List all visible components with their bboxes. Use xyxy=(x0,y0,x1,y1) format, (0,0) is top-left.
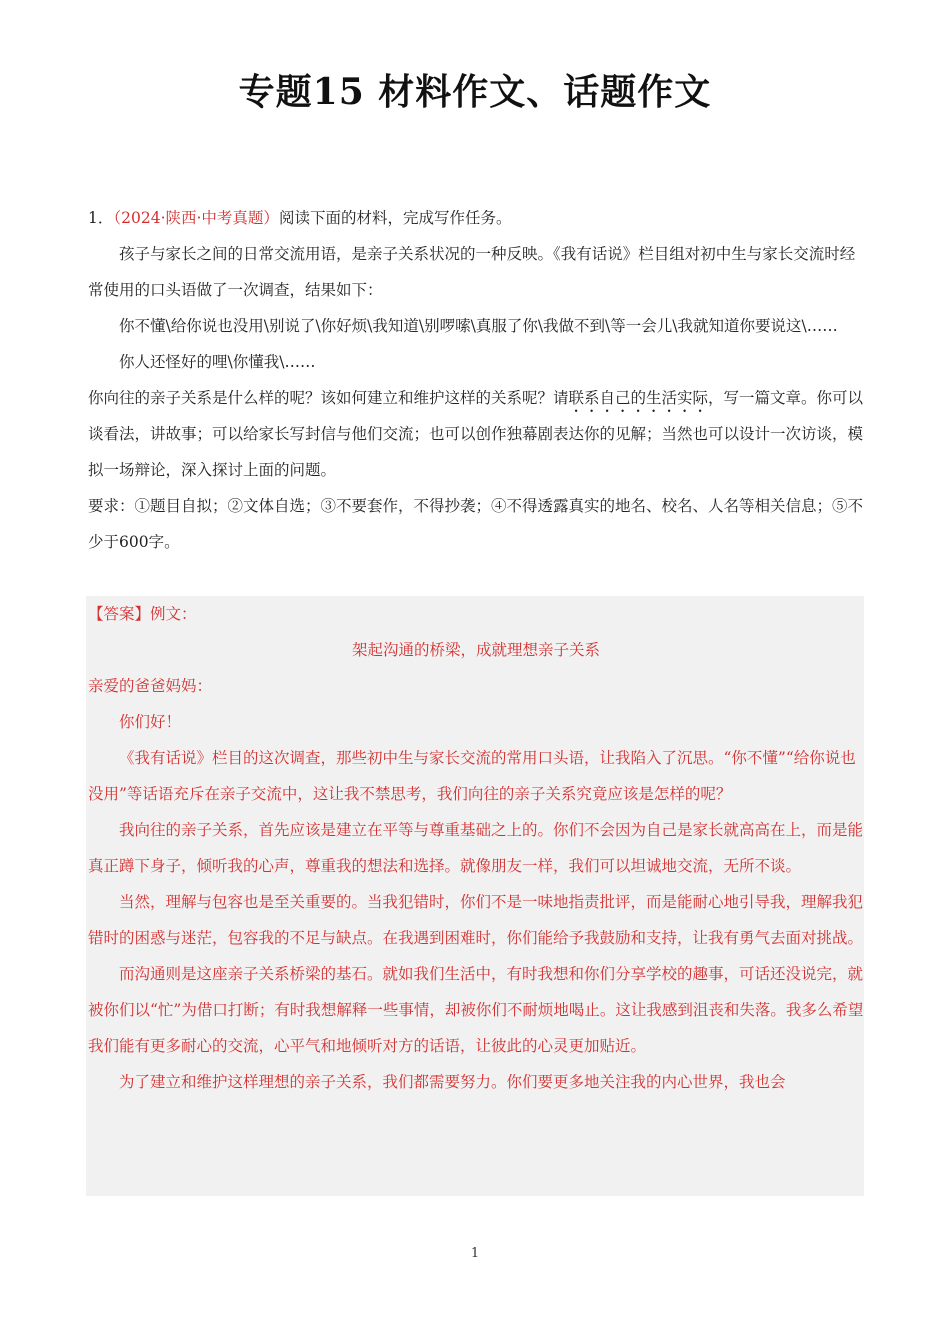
answer-label: 【答案】例文： xyxy=(88,605,197,623)
question-source: （2024·陕西·中考真题） xyxy=(113,209,279,227)
essay-paragraph: 而沟通则是这座亲子关系桥梁的基石。就如我们生活中，有时我想和你们分享学校的趣事，可话还没说完，就被你们以“忙”为借口打断；有时我想解释一些事情，却被你们不耐烦地喝止。这让我感到沮丧和失落。我多么希望我们能有更多耐心的交流，心平气和地倾听对方的话语，让彼此的心灵更加贴近。 xyxy=(88,965,864,1055)
material-paragraph-3: 你人还怪好的哩\你懂我\…… xyxy=(119,353,316,371)
essay-paragraph: 为了建立和维护这样理想的亲子关系，我们都需要努力。你们要更多地关注我的内心世界，我也会 xyxy=(119,1073,786,1091)
task-text-before: 你向往的亲子关系是什么样的呢？该如何建立和维护这样的关系呢？请 xyxy=(88,389,569,407)
task-text-after: ，写一篇文章。你可以谈看法，讲故事；可以给家长写封信与他们交流；也可以创作独幕剧表达你的见解；当然也可以设计一次访谈，模拟一场辩论，深入探讨上面的问题。 xyxy=(88,389,864,479)
essay-paragraph: 《我有话说》栏目的这次调查，那些初中生与家长交流的常用口头语，让我陷入了沉思。“你不懂”“给你说也没用”等话语充斥在亲子交流中，这让我不禁思考，我们向往的亲子关系究竟应该是怎样的呢？ xyxy=(88,749,856,803)
answer-block xyxy=(86,596,864,1196)
task-emphasis: 联系自己的生活实际 xyxy=(568,389,709,407)
essay-title: 架起沟通的桥梁，成就理想亲子关系 xyxy=(351,641,600,659)
question-prompt: 阅读下面的材料，完成写作任务。 xyxy=(278,209,512,227)
essay-paragraph: 当然，理解与包容也是至关重要的。当我犯错时，你们不是一味地指责批评，而是能耐心地引导我，理解我犯错时的困惑与迷茫，包容我的不足与缺点。在我遇到困难时，你们能给予我鼓励和支持，让我有勇气去面对挑战。 xyxy=(88,893,864,947)
essay-salutation: 亲爱的爸爸妈妈： xyxy=(88,677,213,695)
requirements: 要求：①题目自拟；②文体自选；③不要套作，不得抄袭；④不得透露真实的地名、校名、人名等相关信息；⑤不少于600字。 xyxy=(88,497,864,551)
essay-greeting: 你们好！ xyxy=(119,713,182,731)
document-title: 专题15 材料作文、话题作文 xyxy=(238,71,712,113)
question-header xyxy=(88,200,864,236)
page-number: 1 xyxy=(470,1246,480,1261)
question-block xyxy=(88,200,864,560)
essay-paragraph: 我向往的亲子关系，首先应该是建立在平等与尊重基础之上的。你们不会因为自己是家长就高高在上，而是能真正蹲下身子，倾听我的心声，尊重我的想法和选择。就像朋友一样，我们可以坦诚地交流，无所不谈。 xyxy=(88,821,864,875)
material-paragraph-1: 孩子与家长之间的日常交流用语，是亲子关系状况的一种反映。《我有话说》栏目组对初中生与家长交流时经常使用的口头语做了一次调查，结果如下： xyxy=(88,245,856,299)
material-paragraph-2: 你不懂\给你说也没用\别说了\你好烦\我知道\别啰嗦\真服了你\我做不到\等一会儿\我就知道你要说这\…… xyxy=(119,317,838,335)
writing-task xyxy=(88,380,864,488)
question-number: 1． xyxy=(88,209,114,227)
